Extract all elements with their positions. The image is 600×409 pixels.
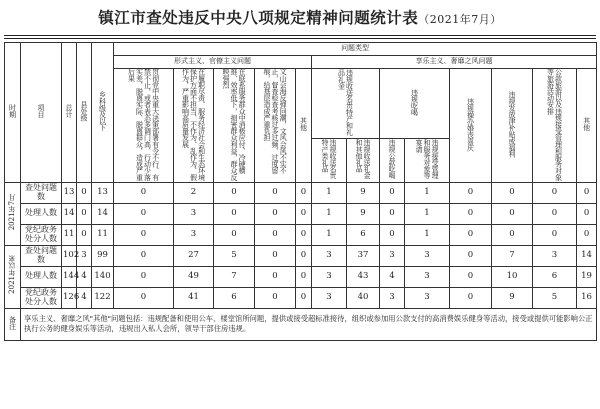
formalism-col-3: 在联系服务群众中消极应付、冷硬横推、效率低下，损害群众利益，群众反映强烈 <box>214 69 255 183</box>
hedonism-gift-b: 违规收送礼金和其他礼品 <box>347 138 380 182</box>
value-cell: 0 <box>577 224 597 245</box>
value-cell: 6 <box>347 224 380 245</box>
value-cell: 14 <box>92 203 114 224</box>
title-main: 镇江市查处违反中央八项规定精神问题统计表 <box>98 9 419 27</box>
hedonism-meal-group: 违规吃喝 <box>380 69 450 139</box>
table-row <box>5 203 597 224</box>
value-cell: 0 <box>380 182 405 203</box>
value-cell: 19 <box>577 266 597 287</box>
value-cell: 0 <box>450 266 492 287</box>
formalism-col-other: 其他 <box>296 69 312 183</box>
note-label: 备注 <box>5 308 21 340</box>
value-cell: 13 <box>92 182 114 203</box>
value-cell: 9 <box>492 287 533 308</box>
value-cell: 41 <box>174 287 214 308</box>
value-cell: 0 <box>114 224 174 245</box>
value-cell: 0 <box>114 203 174 224</box>
value-cell: 0 <box>450 287 492 308</box>
statistics-table <box>4 42 597 341</box>
value-cell: 1 <box>312 182 347 203</box>
title-date: （2021年7月） <box>418 13 502 26</box>
value-cell: 13 <box>62 182 77 203</box>
value-cell: 126 <box>62 287 77 308</box>
value-cell: 3 <box>174 224 214 245</box>
item-cell: 党纪政务处分人数 <box>21 287 62 308</box>
value-cell: 0 <box>114 245 174 266</box>
value-cell: 122 <box>92 287 114 308</box>
value-cell: 3 <box>405 266 450 287</box>
value-cell: 3 <box>405 245 450 266</box>
value-cell: 0 <box>214 203 255 224</box>
value-cell: 0 <box>492 203 533 224</box>
item-cell: 党纪政务处分人数 <box>21 224 62 245</box>
value-cell: 0 <box>533 224 577 245</box>
value-cell: 140 <box>92 266 114 287</box>
value-cell: 0 <box>77 203 92 224</box>
value-cell: 1 <box>405 203 450 224</box>
value-cell: 49 <box>174 266 214 287</box>
value-cell: 0 <box>492 182 533 203</box>
value-cell: 0 <box>450 224 492 245</box>
value-cell: 0 <box>214 182 255 203</box>
value-cell: 0 <box>296 245 312 266</box>
hedonism-travel: 公款旅游以及违规接受管理和服务对象等旅游活动安排 <box>533 69 577 183</box>
value-cell: 0 <box>296 266 312 287</box>
table-row <box>5 245 597 266</box>
value-cell: 0 <box>114 287 174 308</box>
value-cell: 6 <box>214 287 255 308</box>
value-cell: 0 <box>214 224 255 245</box>
value-cell: 0 <box>450 182 492 203</box>
value-cell: 10 <box>492 266 533 287</box>
value-cell: 11 <box>92 224 114 245</box>
value-cell: 0 <box>77 182 92 203</box>
value-cell: 3 <box>312 245 347 266</box>
value-cell: 99 <box>92 245 114 266</box>
dept-level-header: 县处级 <box>77 43 92 183</box>
formalism-col-4: 文山会海反弹回潮，文风会风不实不正，督查检查考核过多过频、过度留痕，给基层造成严重负担 <box>255 69 296 183</box>
value-cell: 0 <box>255 182 296 203</box>
value-cell: 0 <box>450 245 492 266</box>
value-cell: 0 <box>533 203 577 224</box>
value-cell: 1 <box>405 182 450 203</box>
value-cell: 0 <box>296 203 312 224</box>
value-cell: 14 <box>577 245 597 266</box>
hedonism-meal-b: 违规接受管理和服务对象等宴请 <box>405 138 450 182</box>
value-cell: 0 <box>255 287 296 308</box>
value-cell: 6 <box>533 266 577 287</box>
formalism-header: 形式主义、官僚主义问题 <box>114 56 312 69</box>
value-cell: 0 <box>77 224 92 245</box>
value-cell: 0 <box>255 203 296 224</box>
total-header: 总计 <box>62 43 77 183</box>
value-cell: 0 <box>577 203 597 224</box>
value-cell: 0 <box>533 182 577 203</box>
title-rule-top <box>4 35 596 36</box>
value-cell: 5 <box>214 245 255 266</box>
hedonism-meal-a: 违规公款吃喝 <box>380 138 405 182</box>
value-cell: 9 <box>347 203 380 224</box>
value-cell: 144 <box>62 266 77 287</box>
problem-type-header: 问题类型 <box>114 43 597 56</box>
hedonism-gift-a: 违规收送名贵特产类礼品 <box>312 138 347 182</box>
table-row <box>5 266 597 287</box>
value-cell: 4 <box>77 287 92 308</box>
value-cell: 4 <box>380 266 405 287</box>
title-rule-bottom <box>4 38 596 39</box>
value-cell: 40 <box>347 287 380 308</box>
period-cell: 2021年7月 <box>5 182 21 245</box>
table-row <box>5 224 597 245</box>
value-cell: 1 <box>405 224 450 245</box>
hedonism-header: 享乐主义、奢靡之风问题 <box>312 56 597 69</box>
value-cell: 3 <box>405 287 450 308</box>
item-cell: 处理人数 <box>21 203 62 224</box>
hedonism-gift-group: 违规收送名贵特产和礼品礼金 <box>312 69 380 139</box>
value-cell: 1 <box>312 224 347 245</box>
item-cell: 查处问题数 <box>21 245 62 266</box>
value-cell: 3 <box>174 203 214 224</box>
hedonism-other: 其他 <box>577 69 597 183</box>
value-cell: 3 <box>533 245 577 266</box>
value-cell: 0 <box>255 266 296 287</box>
item-cell: 查处问题数 <box>21 182 62 203</box>
value-cell: 7 <box>214 266 255 287</box>
value-cell: 0 <box>296 287 312 308</box>
value-cell: 3 <box>312 287 347 308</box>
value-cell: 3 <box>380 287 405 308</box>
value-cell: 0 <box>450 203 492 224</box>
value-cell: 0 <box>577 182 597 203</box>
value-cell: 37 <box>347 245 380 266</box>
value-cell: 14 <box>62 203 77 224</box>
value-cell: 43 <box>347 266 380 287</box>
formalism-col-2: 在履职尽责、服务经济社会和生态环境保护方面不担当、不作为、乱作为、假作为，严重影响高质量发展 <box>174 69 214 183</box>
value-cell: 102 <box>62 245 77 266</box>
value-cell: 0 <box>255 224 296 245</box>
value-cell: 7 <box>492 245 533 266</box>
township-level-header: 乡科级及以下 <box>92 43 114 183</box>
value-cell: 27 <box>174 245 214 266</box>
value-cell: 16 <box>577 287 597 308</box>
value-cell: 0 <box>114 266 174 287</box>
period-cell: 2021年以来 <box>5 245 21 308</box>
value-cell: 5 <box>533 287 577 308</box>
page-title <box>0 6 600 28</box>
value-cell: 4 <box>77 266 92 287</box>
value-cell: 3 <box>380 245 405 266</box>
period-header: 时期 <box>5 43 21 183</box>
value-cell: 9 <box>347 182 380 203</box>
value-cell: 0 <box>114 182 174 203</box>
note-text: 享乐主义、奢靡之风"其他"问题包括：违规配备和使用公车、楼堂馆所问题，提供或接受超标准接待，组织或参加用公款支付的高消费娱乐健身等活动，接受或提供可能影响公正执行公务的健身娱乐等活动，违规出入私人会所，领导干部住房违规。 <box>21 308 597 340</box>
formalism-col-1: 贯彻党中央重大决策部署有令不行、有禁不止，或者表态多调门高、行动少落实差，脱离实际、脱离群众，造成严重后果 <box>114 69 174 183</box>
table-row <box>5 182 597 203</box>
item-header: 项目 <box>21 43 62 183</box>
value-cell: 0 <box>296 224 312 245</box>
value-cell: 0 <box>296 182 312 203</box>
value-cell: 0 <box>492 224 533 245</box>
table-row <box>5 287 597 308</box>
value-cell: 1 <box>312 203 347 224</box>
value-cell: 0 <box>380 203 405 224</box>
item-cell: 处理人数 <box>21 266 62 287</box>
value-cell: 3 <box>312 266 347 287</box>
value-cell: 3 <box>77 245 92 266</box>
hedonism-wedding: 违规操办婚丧喜庆 <box>450 69 492 183</box>
value-cell: 11 <box>62 224 77 245</box>
value-cell: 0 <box>255 245 296 266</box>
hedonism-subsidy: 违规发放津补贴或福利 <box>492 69 533 183</box>
value-cell: 2 <box>174 182 214 203</box>
value-cell: 0 <box>380 224 405 245</box>
